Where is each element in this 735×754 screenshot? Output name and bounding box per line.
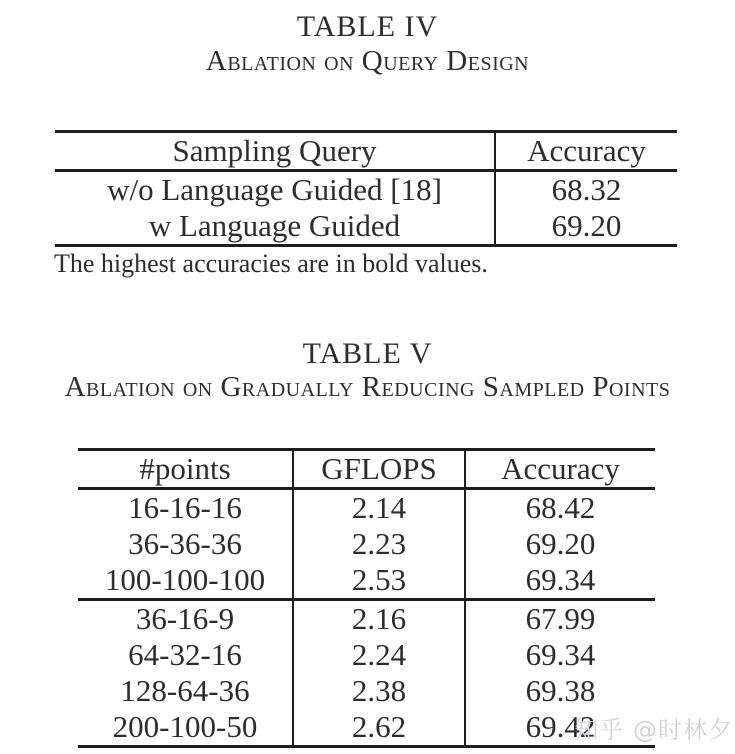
table-cell-accuracy: 68.32 [495, 171, 677, 209]
table-cell-accuracy: 69.42 [465, 709, 655, 747]
table-row [55, 171, 677, 209]
table-v-header-row [78, 450, 655, 489]
table-cell-accuracy: 68.42 [465, 489, 655, 527]
table-cell-accuracy-best: 69.20 [495, 208, 677, 246]
table-row [78, 526, 655, 562]
table-cell-points: 128-64-36 [120, 673, 250, 708]
table-cell-accuracy: 67.99 [465, 600, 655, 638]
table-cell-query: w/o Language Guided [18] [107, 172, 442, 207]
column-header-gflops: GFLOPS [293, 450, 465, 489]
table-iv-footnote: The highest accuracies are in bold values. [54, 249, 488, 278]
table-cell-query: w Language Guided [148, 208, 401, 243]
table-cell-points: 36-36-36 [128, 526, 242, 561]
table-cell-gflops: 2.38 [293, 673, 465, 709]
table-row [55, 208, 677, 246]
column-header-points: #points [139, 451, 231, 486]
table-cell-accuracy: 69.20 [465, 526, 655, 562]
table-cell-gflops: 2.62 [293, 709, 465, 747]
column-header-sampling-query: Sampling Query [172, 133, 377, 168]
table-row [78, 562, 655, 600]
table-cell-accuracy: 69.34 [465, 637, 655, 673]
table-cell-accuracy: 69.38 [465, 673, 655, 709]
table-cell-points: 64-32-16 [128, 637, 242, 672]
table-v-group-reduced [78, 600, 655, 747]
table-cell-points: 200-100-50 [112, 709, 258, 744]
table-iv [55, 130, 677, 247]
table-v-title: TABLE V [302, 337, 433, 370]
table-cell-points: 16-16-16 [128, 490, 242, 525]
table-cell-gflops: 2.14 [293, 489, 465, 527]
table-row [78, 600, 655, 638]
column-header-accuracy: Accuracy [465, 450, 655, 489]
zhihu-watermark: 知乎 @时林夕 [574, 716, 733, 744]
table-iv-title: TABLE IV [296, 10, 439, 43]
table-row [78, 637, 655, 673]
table-v-group-uniform [78, 489, 655, 600]
table-iv-header-row [55, 132, 677, 171]
column-header-accuracy: Accuracy [495, 132, 677, 171]
table-cell-gflops: 2.53 [293, 562, 465, 600]
table-cell-gflops: 2.16 [293, 600, 465, 638]
table-row [78, 673, 655, 709]
table-cell-accuracy: 69.34 [465, 562, 655, 600]
table-iv-subtitle: Ablation on Query Design [205, 45, 530, 77]
table-cell-gflops: 2.24 [293, 637, 465, 673]
table-row [78, 709, 655, 747]
table-cell-points: 36-16-9 [135, 601, 235, 636]
table-v [78, 448, 655, 748]
table-cell-points: 100-100-100 [104, 562, 266, 597]
table-cell-gflops: 2.23 [293, 526, 465, 562]
table-v-subtitle: Ablation on Gradually Reducing Sampled Points [64, 371, 671, 403]
table-row [78, 489, 655, 527]
